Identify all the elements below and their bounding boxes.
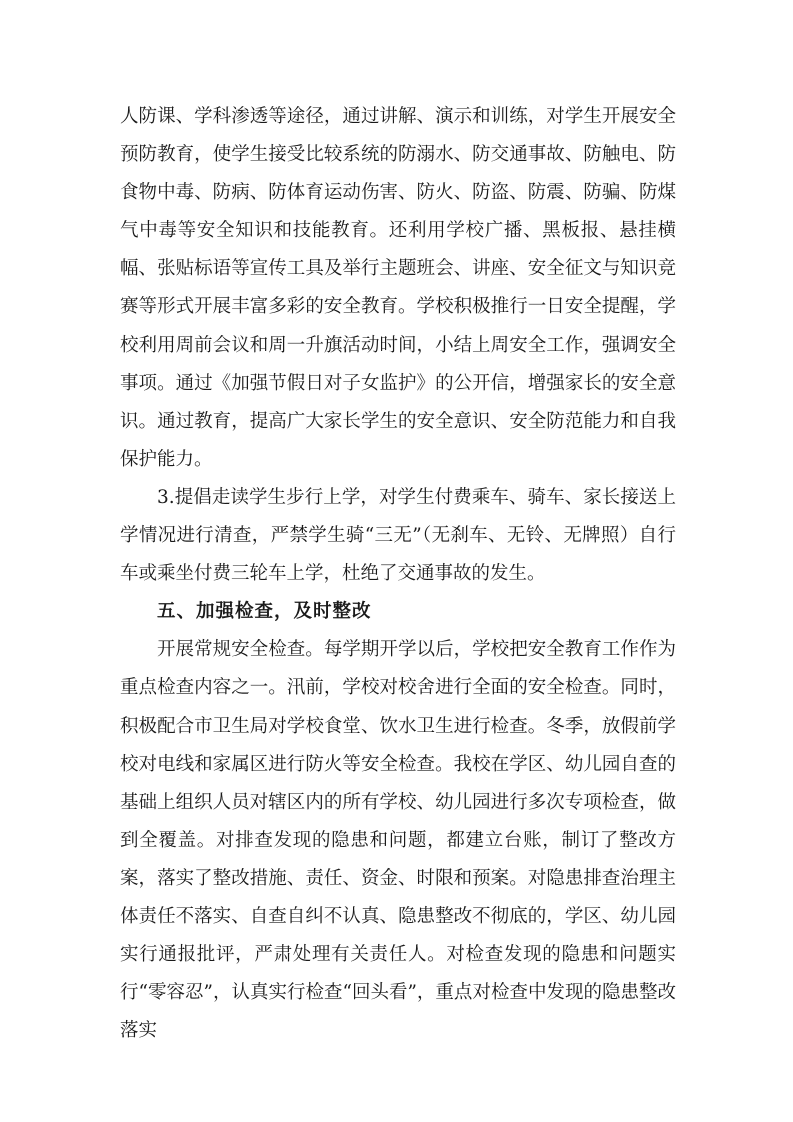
paragraph-commute-safety: 3.提倡走读学生步行上学，对学生付费乘车、骑车、家长接送上学情况进行清查，严禁学生骑“三无”（无刹车、无铃、无牌照）自行车或乘坐付费三轮车上学，杜绝了交通事故的发生。: [120, 486, 676, 585]
section-heading: 五、加强检查，及时整改: [157, 601, 372, 623]
document-body: [120, 98, 676, 1050]
paragraph-inspection: 开展常规安全检查。每学期开学以后，学校把安全教育工作作为重点检查内容之一。汛前，学校对校舍进行全面的安全检查。同时，积极配合市卫生局对学校食堂、饮水卫生进行检查。冬季，放假前学校对电线和家属区进行防火等安全检查。我校在学区、幼儿园自查的基础上组织人员对辖区内的所有学校、幼儿园进行多次专项检查，做到全覆盖。对排查发现的隐患和问题，都建立台账，制订了整改方案，落实了整改措施、责任、资金、时限和预案。对隐患排查治理主体责任不落实、自查自纠不认真、隐患整改不彻底的，学区、幼儿园实行通报批评，严肃处理有关责任人。对检查发现的隐患和问题实行“零容忍”，认真实行检查“回头看”，重点对检查中发现的隐患整改落实: [120, 639, 676, 1042]
paragraph-safety-education: 人防课、学科渗透等途径，通过讲解、演示和训练，对学生开展安全预防教育，使学生接受比较系统的防溺水、防交通事故、防触电、防食物中毒、防病、防体育运动伤害、防火、防盗、防震、防骗、防煤气中毒等安全知识和技能教育。还利用学校广播、黑板报、悬挂横幅、张贴标语等宣传工具及举行主题班会、讲座、安全征文与知识竞赛等形式开展丰富多彩的安全教育。学校积极推行一日安全提醒，学校利用周前会议和周一升旗活动时间，小结上周安全工作，强调安全事项。通过《加强节假日对子女监护》的公开信，增强家长的安全意识。通过教育，提高广大家长学生的安全意识、安全防范能力和自我保护能力。: [120, 106, 676, 470]
